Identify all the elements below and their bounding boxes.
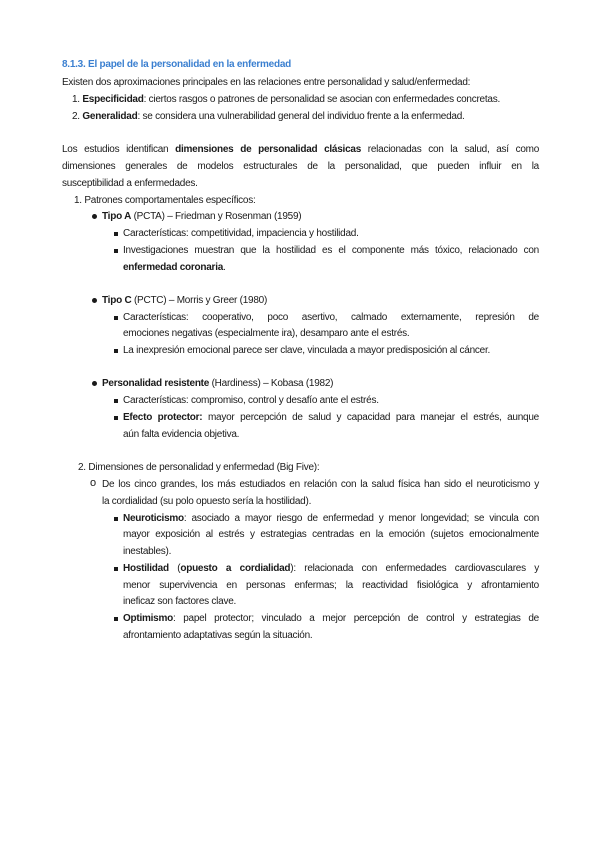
- neuroticismo-line-1: Neuroticismo: asociado a mayor riesgo de enfermedad y menor longevidad; se vincula con: [123, 513, 539, 524]
- list2-title: 2. Dimensiones de personalidad y enfermedad (Big Five):: [78, 462, 320, 473]
- disc-bullet: [92, 381, 97, 386]
- intro-text: Existen dos aproximaciones principales en las relaciones entre personalidad y salud/enfermedad:: [62, 77, 471, 88]
- hostilidad-line-1: Hostilidad (opuesto a cordialidad): relacionada con enfermedades cardiovasculares y: [123, 563, 540, 574]
- square-bullet: [114, 232, 118, 236]
- approach-text: : se considera una vulnerabilidad general del individuo frente a la enfermedad.: [137, 111, 465, 122]
- hostilidad-line-3: ineficaz son factores clave.: [123, 596, 237, 607]
- neuroticismo-line-3: inestables).: [123, 546, 172, 557]
- circle-bullet: o: [90, 477, 96, 489]
- optimismo-line-1: Optimismo: papel protector; vinculado a mejor percepción de control y estrategias de: [123, 613, 539, 624]
- resistente-bullet-2-line-1: Efecto protector: mayor percepción de salud y capacidad para manejar el estrés, aunque: [123, 412, 539, 423]
- list-number: 2.: [78, 462, 86, 473]
- square-bullet: [114, 349, 118, 353]
- square-bullet: [114, 399, 118, 403]
- hostilidad-line-2: menor supervivencia en personas enfermas; la reactividad fisiológica y afrontamiento: [123, 580, 539, 591]
- bold-phrase: dimensiones de personalidad clásicas: [175, 144, 362, 155]
- tipo-a-bullet-2-line-2: enfermedad coronaria.: [123, 262, 226, 273]
- square-bullet: [114, 416, 118, 420]
- paragraph-line-3: susceptibilidad a enfermedades.: [62, 178, 198, 189]
- square-bullet: [114, 316, 118, 320]
- section-heading: 8.1.3. El papel de la personalidad en la enfermedad: [62, 59, 292, 70]
- approach-item-1: [72, 91, 500, 108]
- approach-item-2: [72, 108, 465, 125]
- tipo-a-bullet-2-line-1: Investigaciones muestran que la hostilidad es el componente más tóxico, relacionado con: [123, 245, 539, 256]
- approach-number: 1.: [72, 94, 80, 105]
- approach-text: : ciertos rasgos o patrones de personalidad se asocian con enfermedades concretas.: [143, 94, 500, 105]
- square-bullet: [114, 517, 118, 521]
- paragraph-line-1: Los estudios identifican dimensiones de personalidad clásicas relacionadas con la salud, así como: [62, 144, 540, 155]
- neuroticismo-line-2: mayor exposición al estrés y estrategias centradas en la emoción (sujetos emocionalmente: [123, 529, 539, 540]
- approach-term: Generalidad: [82, 111, 138, 122]
- list2-intro-line-1: De los cinco grandes, los más estudiados en relación con la salud física han sido el neuroticismo y: [102, 479, 539, 490]
- list1-title: 1. Patrones comportamentales específicos:: [74, 195, 256, 206]
- tipo-c-bullet-1-line-2: emociones negativas (especialmente ira), desamparo ante el estrés.: [123, 328, 410, 339]
- list-number: 1.: [74, 195, 82, 206]
- disc-bullet: [92, 298, 97, 303]
- square-bullet: [114, 249, 118, 253]
- list2-intro-line-2: la cordialidad (su polo opuesto sería la hostilidad).: [102, 496, 312, 507]
- optimismo-line-2: afrontamiento adaptativas según la situación.: [123, 630, 313, 641]
- tipo-c-heading: Tipo C (PCTC) – Morris y Greer (1980): [102, 295, 268, 306]
- square-bullet: [114, 567, 118, 571]
- resistente-bullet-1: Características: compromiso, control y desafío ante el estrés.: [123, 395, 379, 406]
- paragraph-line-2: dimensiones generales de modelos estructurales de la personalidad, que pueden influir en la: [62, 161, 539, 172]
- resistente-bullet-2-line-2: aún falta evidencia objetiva.: [123, 429, 240, 440]
- tipo-c-bullet-1-line-1: Características: cooperativo, poco asertivo, calmado externamente, represión de: [123, 312, 539, 323]
- disc-bullet: [92, 214, 97, 219]
- square-bullet: [114, 617, 118, 621]
- tipo-a-bullet-1: Características: competitividad, impaciencia y hostilidad.: [123, 228, 359, 239]
- approach-term: Especificidad: [82, 94, 144, 105]
- tipo-c-bullet-2: La inexpresión emocional parece ser clave, vinculada a mayor predisposición al cáncer.: [123, 345, 491, 356]
- tipo-a-heading: Tipo A (PCTA) – Friedman y Rosenman (1959): [102, 211, 302, 222]
- approach-number: 2.: [72, 111, 80, 122]
- resistente-heading: Personalidad resistente (Hardiness) – Kobasa (1982): [102, 378, 334, 389]
